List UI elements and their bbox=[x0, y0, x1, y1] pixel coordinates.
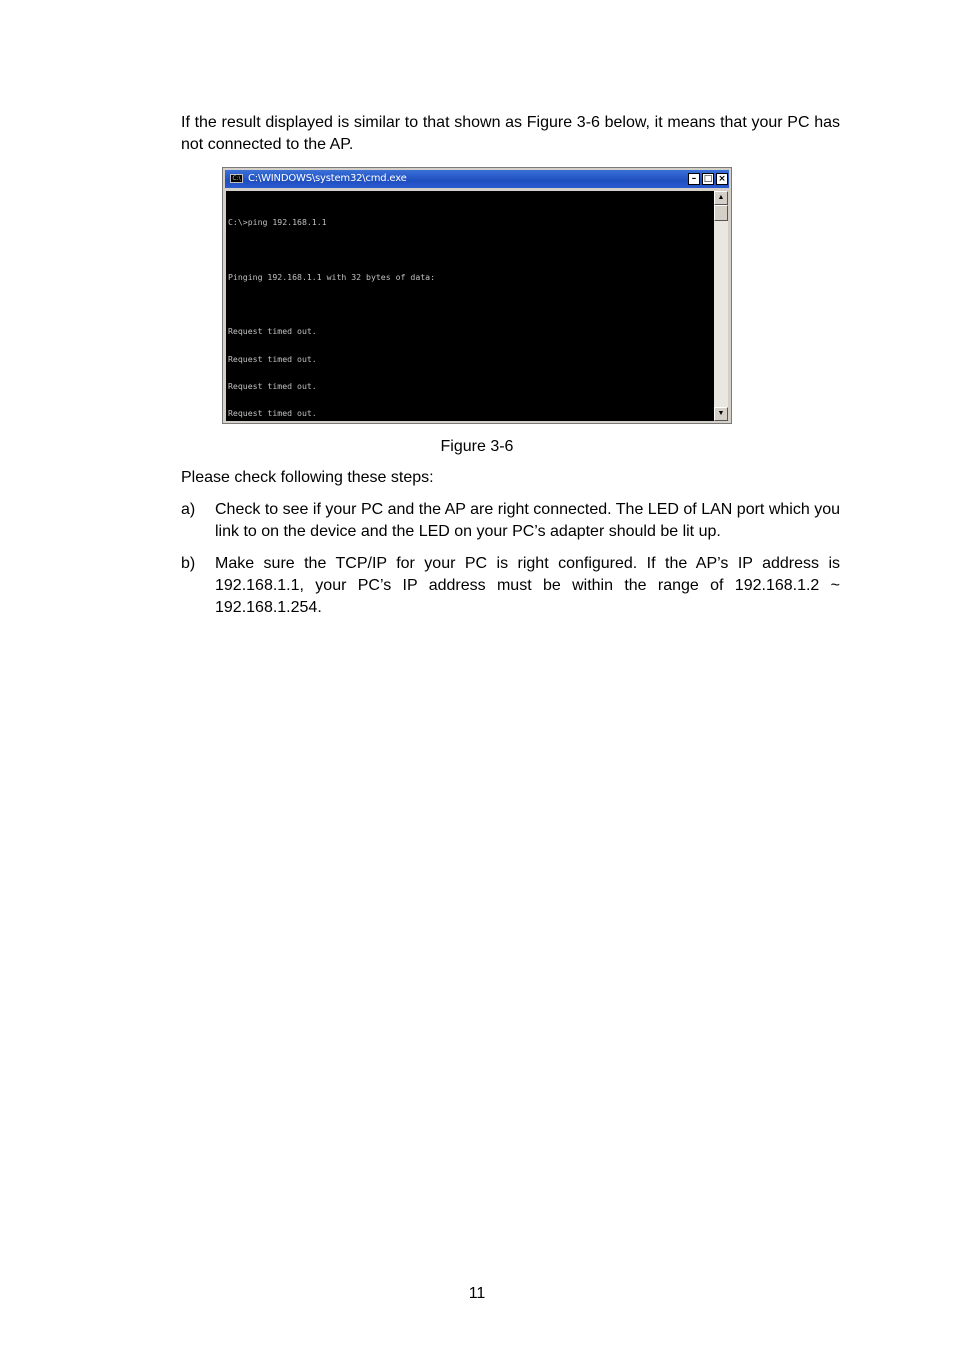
list-marker: b) bbox=[181, 555, 196, 572]
cmd-app-icon: C:\ bbox=[230, 174, 243, 183]
minimize-button[interactable]: – bbox=[688, 173, 700, 185]
page-number: 11 bbox=[468, 1285, 486, 1302]
window-title: C:\WINDOWS\system32\cmd.exe bbox=[248, 173, 407, 184]
console-line: Request timed out. bbox=[228, 353, 317, 364]
steps-intro: Please check following these steps: bbox=[181, 469, 434, 486]
console-line bbox=[228, 245, 714, 254]
intro-paragraph: If the result displayed is similar to that shown as Figure 3-6 below, it means that your PC has not connected to the AP. bbox=[181, 114, 840, 153]
close-button[interactable]: × bbox=[716, 173, 728, 185]
console-output bbox=[226, 191, 714, 421]
console-line bbox=[228, 300, 714, 309]
console-line: Request timed out. bbox=[228, 326, 317, 337]
window-titlebar bbox=[225, 170, 729, 188]
figure-caption: Figure 3-6 bbox=[440, 438, 514, 455]
scroll-down-arrow-icon[interactable]: ▼ bbox=[714, 407, 728, 421]
scrollbar-thumb[interactable] bbox=[714, 205, 728, 221]
list-marker: a) bbox=[181, 501, 196, 518]
maximize-button[interactable]: □ bbox=[703, 174, 713, 184]
vertical-scrollbar[interactable] bbox=[714, 191, 728, 421]
list-item-text: Check to see if your PC and the AP are right connected. The LED of LAN port which you link to on the device and the LED on your PC’s adapter should be lit up. bbox=[215, 501, 840, 540]
console-line: Request timed out. bbox=[228, 408, 317, 419]
console-line: Request timed out. bbox=[228, 380, 317, 391]
scroll-up-arrow-icon[interactable]: ▲ bbox=[714, 191, 728, 205]
console-line: Pinging 192.168.1.1 with 32 bytes of data: bbox=[228, 271, 436, 282]
list-item-text: Make sure the TCP/IP for your PC is right configured. If the AP’s IP address is 192.168.1.1, your PC’s IP address must be within the range of 192.168.1.2 ~ 192.168.1.254. bbox=[215, 555, 840, 616]
console-line: C:\>ping 192.168.1.1 bbox=[228, 217, 327, 228]
cmd-window-screenshot bbox=[222, 167, 732, 424]
